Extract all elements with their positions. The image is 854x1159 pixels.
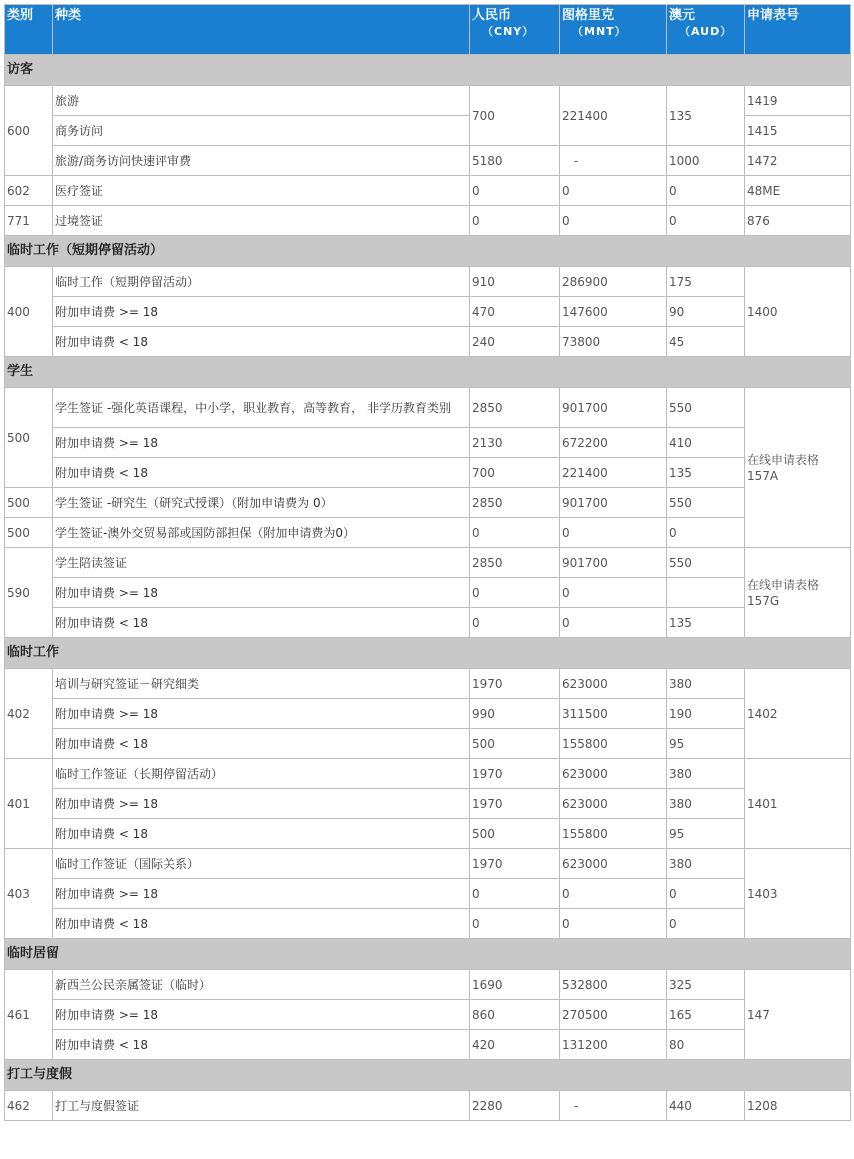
table-row: 590 学生陪读签证 2850 901700 550 在线申请表格157G [5,548,851,578]
table-row: 500 学生签证-澳外交贸易部或国防部担保（附加申请费为0） 0 0 0 [5,518,851,548]
header-cny: 人民币 （CNY） [470,5,560,55]
header-form: 申请表号 [745,5,851,55]
table-row: 附加申请费 < 18 420 131200 80 [5,1030,851,1060]
section-row-temp-work: 临时工作 [5,638,851,669]
table-row: 401 临时工作签证（长期停留活动） 1970 623000 380 1401 [5,759,851,789]
header-type: 种类 [53,5,470,55]
table-row: 附加申请费 < 18 700 221400 135 [5,458,851,488]
table-row: 附加申请费 >= 18 860 270500 165 [5,1000,851,1030]
table-row: 500 学生签证 -研究生（研究式授课）（附加申请费为 0） 2850 901700 550 [5,488,851,518]
table-row: 附加申请费 >= 18 1970 623000 380 [5,789,851,819]
table-row: 附加申请费 < 18 0 0 135 [5,608,851,638]
header-mnt: 图格里克 （MNT） [560,5,667,55]
table-row: 附加申请费 >= 18 470 147600 90 [5,297,851,327]
section-row-short-work: 临时工作（短期停留活动） [5,236,851,267]
table-row: 附加申请费 < 18 500 155800 95 [5,729,851,759]
table-row: 旅游/商务访问快速评审费 5180 - 1000 1472 [5,146,851,176]
table-row: 403 临时工作签证（国际关系） 1970 623000 380 1403 [5,849,851,879]
table-row: 771 过境签证 0 0 0 876 [5,206,851,236]
table-row: 附加申请费 < 18 0 0 0 [5,909,851,939]
table-row: 402 培训与研究签证－研究细类 1970 623000 380 1402 [5,669,851,699]
section-row-visitor: 访客 [5,55,851,86]
header-category: 类别 [5,5,53,55]
table-row: 462 打工与度假签证 2280 - 440 1208 [5,1091,851,1121]
table-row: 商务访问 1415 [5,116,851,146]
table-row: 附加申请费 >= 18 990 311500 190 [5,699,851,729]
header-aud: 澳元 （AUD） [667,5,745,55]
section-row-working-holiday: 打工与度假 [5,1060,851,1091]
table-row: 附加申请费 >= 18 0 0 0 [5,879,851,909]
table-row: 附加申请费 >= 18 2130 672200 410 [5,428,851,458]
table-row: 附加申请费 < 18 240 73800 45 [5,327,851,357]
section-row-residence: 临时居留 [5,939,851,970]
table-row: 附加申请费 >= 18 0 0 [5,578,851,608]
table-row: 400 临时工作（短期停留活动） 910 286900 175 1400 [5,267,851,297]
table-row: 600 旅游 700 221400 135 1419 [5,86,851,116]
visa-fee-table [4,4,851,1121]
table-row: 500 学生签证 -强化英语课程，中小学，职业教育，高等教育， 非学历教育类别 2850 901700 550 在线申请表格157A [5,388,851,428]
table-row: 附加申请费 < 18 500 155800 95 [5,819,851,849]
section-row-student: 学生 [5,357,851,388]
table-row: 602 医疗签证 0 0 0 48ME [5,176,851,206]
table-header-row [5,5,851,55]
table-row: 461 新西兰公民亲属签证（临时） 1690 532800 325 147 [5,970,851,1000]
